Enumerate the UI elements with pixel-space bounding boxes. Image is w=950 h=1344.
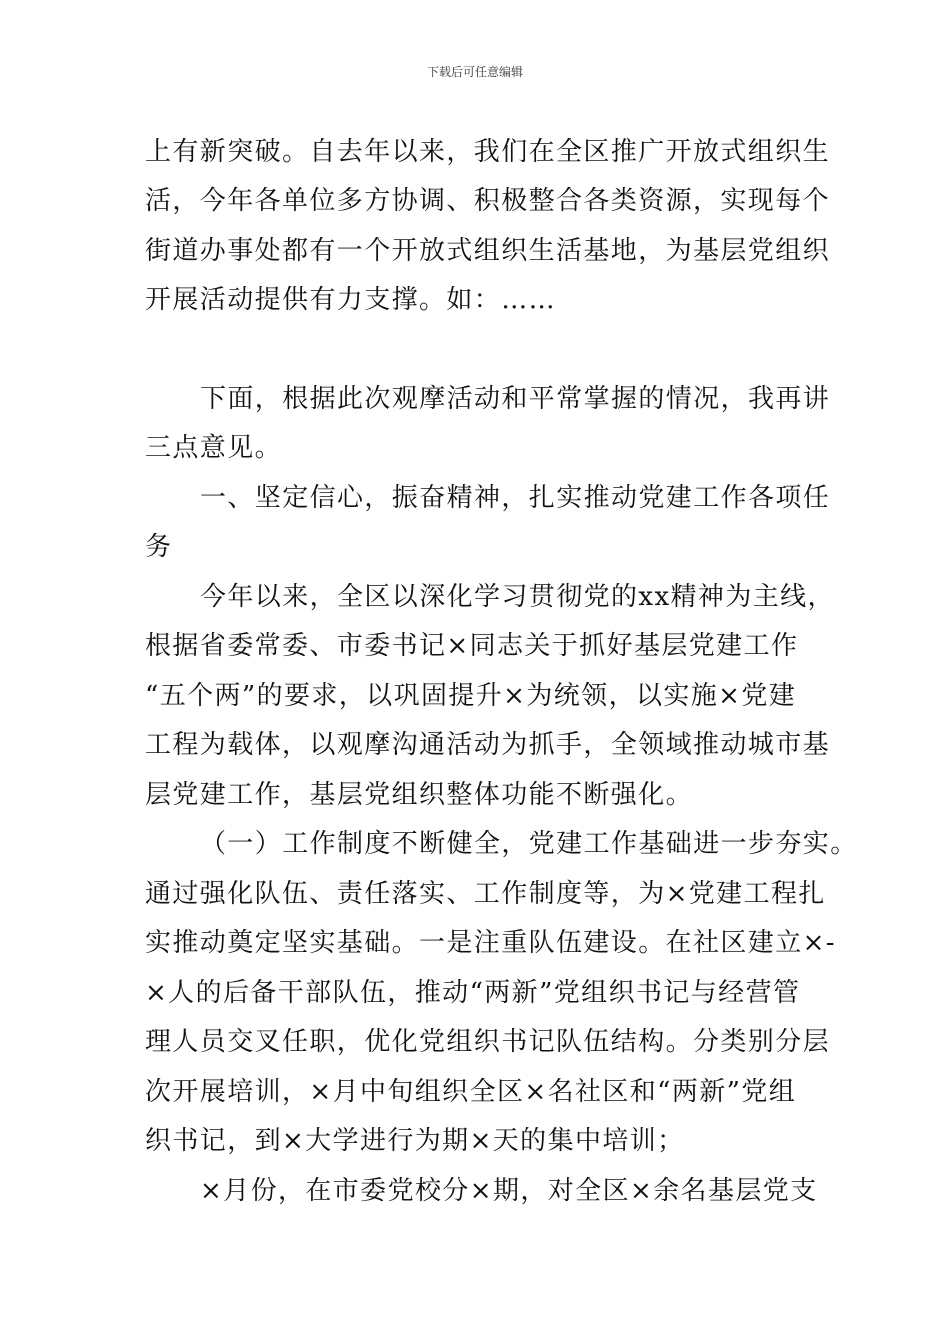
text-line: ×月份，在市委党校分×期，对全区×余名基层党支: [200, 1176, 818, 1206]
text-line: 三点意见。: [145, 433, 283, 463]
text-line: 理人员交叉任职，优化党组织书记队伍结构。分类别分层: [145, 1027, 831, 1057]
text-line: 工程为载体，以观摩沟通活动为抓手，全领域推动城市基: [145, 730, 831, 760]
text-line: 开展活动提供有力支撑。如：……: [145, 285, 557, 315]
subsection-heading: （一）工作制度不断健全，党建工作基础进一步夯实。: [200, 829, 858, 859]
text-line: 层党建工作，基层党组织整体功能不断强化。: [145, 780, 694, 810]
text-line: 下面，根据此次观摩活动和平常掌握的情况，我再讲: [200, 384, 831, 414]
text-line: 上有新突破。自去年以来，我们在全区推广开放式组织生: [145, 137, 831, 167]
text-line: 根据省委常委、市委书记×同志关于抓好基层党建工作: [145, 631, 799, 661]
section-heading: 一、坚定信心，振奋精神，扎实推动党建工作各项任: [200, 483, 831, 513]
text-line: 次开展培训，×月中旬组织全区×名社区和“两新”党组: [145, 1077, 797, 1107]
section-heading: 务: [145, 532, 173, 562]
page-header: 下载后可任意编辑: [426, 65, 523, 79]
text-line: 织书记，到×大学进行为期×天的集中培训；: [145, 1126, 685, 1156]
text-line: 街道办事处都有一个开放式组织生活基地，为基层党组织: [145, 236, 831, 266]
text-line: “五个两”的要求，以巩固提升×为统领，以实施×党建: [145, 681, 797, 711]
text-line: 活，今年各单位多方协调、积极整合各类资源，实现每个: [145, 186, 831, 216]
text-line: 实推动奠定坚实基础。一是注重队伍建设。在社区建立×-: [145, 928, 836, 958]
text-line: ×人的后备干部队伍，推动“两新”党组织书记与经营管: [145, 978, 801, 1008]
text-line: 今年以来，全区以深化学习贯彻党的xx精神为主线，: [200, 582, 835, 612]
text-line: 通过强化队伍、责任落实、工作制度等，为×党建工程扎: [145, 879, 826, 909]
